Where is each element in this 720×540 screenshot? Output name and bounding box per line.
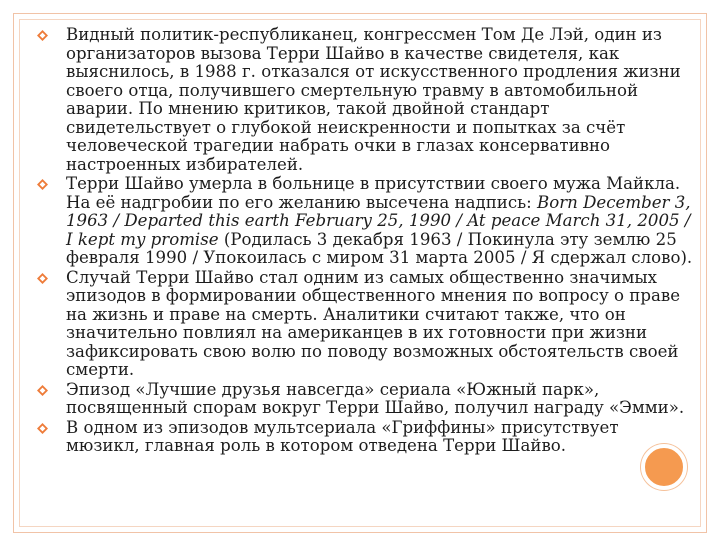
epitaph-text: Born December 3, 1963 / Departed this earth February 25, 1990 / At peace March 31, 2005 / I kept my promise: [66, 192, 691, 249]
bullet-text: Случай Терри Шайво стал одним из самых общественно значимых эпизодов в формировании общественного мнения по вопросу о праве на жизнь и праве на смерть. Аналитики считают также, что он значительно повлиял на американцев в их готовности при жизни зафиксировать свою волю по поводу возможных обстоятельств своей смерти.: [66, 267, 681, 379]
bullet-icon: [36, 29, 49, 42]
bullet-text-after: (Родилась 3 декабря 1963 / Покинула эту землю 25 февраля 1990 / Упокоилась с миром 31 марта 2005 / Я сдержал слово).: [66, 229, 693, 267]
bullet-text: Видный политик-республиканец, конгрессмен Том Де Лэй, один из организаторов вызова Терри Шайво в качестве свидетеля, как выяснилось, в 1988 г. отказался от искусственного продления жизни своего отца, получившего смертельную травму в автомобильной аварии. По мнению критиков, такой двойной стандарт свидетельствует о глубокой неискренности и попытках за счёт человеческой трагедии набрать очки в глазах консервативно настроенных избирателей.: [66, 25, 681, 174]
bullet-item-south-park: [36, 381, 696, 418]
bullet-icon: [36, 384, 49, 397]
bullet-icon: [36, 422, 49, 435]
bullet-list: [36, 26, 696, 456]
slide-content: [36, 26, 696, 536]
bullet-text: В одном из эпизодов мультсериала «Гриффины» присутствует мюзикл, главная роль в котором отведена Терри Шайво.: [66, 417, 619, 455]
orange-circle-decoration: [641, 444, 687, 490]
bullet-item-politician: [36, 26, 696, 174]
bullet-item-public-opinion: [36, 269, 696, 380]
bullet-item-tombstone: [36, 175, 696, 268]
bullet-item-family-guy: [36, 419, 696, 456]
bullet-icon: [36, 178, 49, 191]
bullet-text-before: Терри Шайво умерла в больнице в присутствии своего мужа Майкла. На её надгробии по его желанию высечена надпись:: [66, 174, 681, 212]
bullet-icon: [36, 272, 49, 285]
bullet-text: Эпизод «Лучшие друзья навсегда» сериала «Южный парк», посвященный спорам вокруг Терри Шайво, получил награду «Эмми».: [66, 379, 685, 417]
